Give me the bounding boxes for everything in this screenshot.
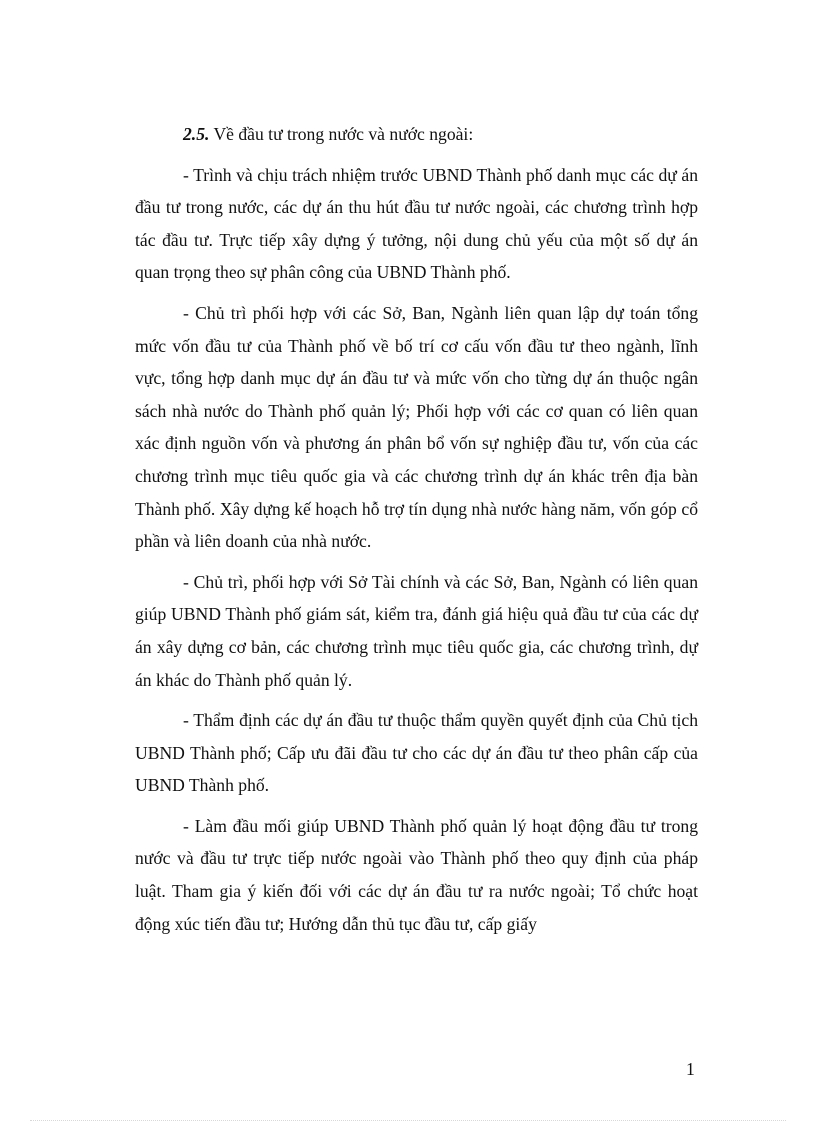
section-number: 2.5. [183,124,210,144]
page-number: 1 [686,1059,695,1079]
paragraph-supervision: - Chủ trì, phối hợp với Sở Tài chính và các Sở, Ban, Ngành có liên quan giúp UBND Thành phố giám sát, kiểm tra, đánh giá hiệu quả đầu tư của các dự án xây dựng cơ bản, các chương trình mục tiêu quốc gia, các chương trình, dự án khác do Thành phố quản lý. [135,571,698,690]
document-body [135,118,698,940]
paragraph-focal-point: - Làm đầu mối giúp UBND Thành phố quản lý hoạt động đầu tư trong nước và đầu tư trực tiếp nước ngoài vào Thành phố theo quy định của pháp luật. Tham gia ý kiến đối với các dự án đầu tư ra nước ngoài; Tổ chức hoạt động xúc tiến đầu tư; Hướng dẫn thủ tục đầu tư, cấp giấy [135,815,698,934]
paragraph-submit-project-lists: - Trình và chịu trách nhiệm trước UBND Thành phố danh mục các dự án đầu tư trong nước, các dự án thu hút đầu tư nước ngoài, các chương trình hợp tác đầu tư. Trực tiếp xây dựng ý tưởng, nội dung chủ yếu của một số dự án quan trọng theo sự phân công của UBND Thành phố. [135,164,698,283]
paragraph-appraisal: - Thẩm định các dự án đầu tư thuộc thẩm quyền quyết định của Chủ tịch UBND Thành phố; Cấp ưu đãi đầu tư cho các dự án đầu tư theo phân cấp của UBND Thành phố. [135,710,698,796]
section-title: Về đầu tư trong nước và nước ngoài: [209,124,474,144]
page-bottom-divider [30,1120,786,1121]
section-heading [183,118,698,151]
paragraph-investment-capital: - Chủ trì phối hợp với các Sở, Ban, Ngành liên quan lập dự toán tổng mức vốn đầu tư của Thành phố về bố trí cơ cấu vốn đầu tư theo ngành, lĩnh vực, tổng hợp danh mục dự án đầu tư và mức vốn cho từng dự án thuộc ngân sách nhà nước do Thành phố quản lý; Phối hợp với các cơ quan có liên quan xác định nguồn vốn và phương án phân bổ vốn sự nghiệp đầu tư, vốn của các chương trình mục tiêu quốc gia và các chương trình dự án khác trên địa bàn Thành phố. Xây dựng kế hoạch hỗ trợ tín dụng nhà nước hàng năm, vốn góp cổ phần và liên doanh của nhà nước. [135,302,698,552]
